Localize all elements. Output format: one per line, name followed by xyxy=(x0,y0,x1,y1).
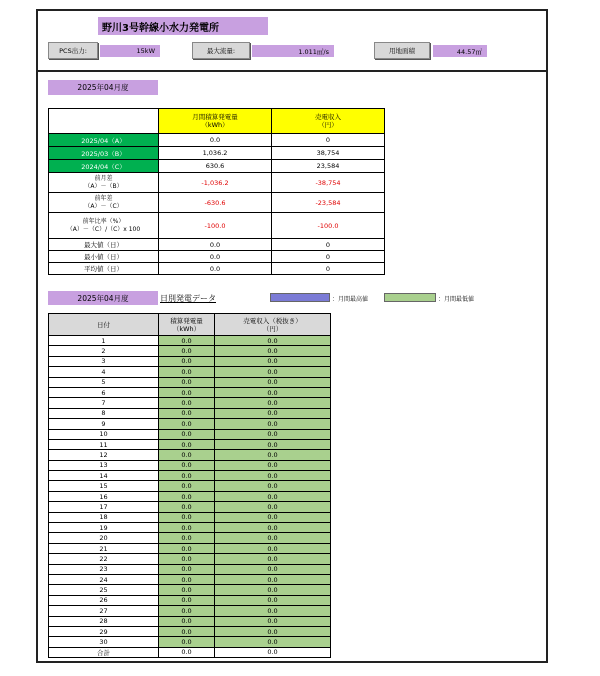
daily-row xyxy=(49,439,331,449)
daily-row-energy: 0.0 xyxy=(159,554,215,564)
legend-max-swatch xyxy=(270,293,330,302)
summary-row-energy: 0.0 xyxy=(159,239,272,251)
daily-row-revenue: 0.0 xyxy=(215,523,331,533)
daily-row xyxy=(49,429,331,439)
legend-min-label: ：月間最低値 xyxy=(438,295,475,303)
daily-row xyxy=(49,419,331,429)
summary-header-revenue: 売電収入 （円） xyxy=(272,109,385,134)
header-separator xyxy=(36,70,548,72)
daily-month-title: 2025年04月度 xyxy=(48,291,158,305)
daily-row xyxy=(49,595,331,605)
daily-header-row xyxy=(49,314,331,336)
daily-row xyxy=(49,512,331,522)
daily-row-revenue: 0.0 xyxy=(215,356,331,366)
daily-total-energy: 0.0 xyxy=(159,647,215,657)
daily-row-revenue: 0.0 xyxy=(215,543,331,553)
daily-row-revenue: 0.0 xyxy=(215,533,331,543)
daily-row xyxy=(49,408,331,418)
daily-row-energy: 0.0 xyxy=(159,429,215,439)
daily-row xyxy=(49,346,331,356)
daily-row-date: 14 xyxy=(49,471,159,481)
max-flow-button[interactable]: 最大流量: xyxy=(192,42,250,59)
land-area-value: 44.57㎡ xyxy=(433,45,487,57)
summary-row-revenue: -100.0 xyxy=(272,213,385,239)
summary-row xyxy=(49,239,385,251)
summary-row-energy: 1,036.2 xyxy=(159,147,272,160)
summary-row-label: 2025/04（A） xyxy=(49,134,159,147)
daily-row xyxy=(49,450,331,460)
summary-row xyxy=(49,173,385,193)
daily-row-energy: 0.0 xyxy=(159,356,215,366)
daily-total-revenue: 0.0 xyxy=(215,647,331,657)
daily-row-date: 30 xyxy=(49,637,159,647)
daily-row-energy: 0.0 xyxy=(159,585,215,595)
daily-total-row xyxy=(49,647,331,657)
daily-row-energy: 0.0 xyxy=(159,367,215,377)
daily-row-energy: 0.0 xyxy=(159,502,215,512)
max-flow-value: 1.011㎥/s xyxy=(252,45,334,57)
daily-row xyxy=(49,471,331,481)
daily-row-revenue: 0.0 xyxy=(215,450,331,460)
daily-row xyxy=(49,533,331,543)
daily-row-energy: 0.0 xyxy=(159,533,215,543)
daily-row-revenue: 0.0 xyxy=(215,419,331,429)
daily-row-revenue: 0.0 xyxy=(215,585,331,595)
summary-month-title: 2025年04月度 xyxy=(48,80,158,95)
summary-row xyxy=(49,213,385,239)
daily-row-revenue: 0.0 xyxy=(215,606,331,616)
daily-row xyxy=(49,585,331,595)
daily-row-energy: 0.0 xyxy=(159,523,215,533)
summary-row-revenue: -38,754 xyxy=(272,173,385,193)
daily-row xyxy=(49,523,331,533)
daily-row-date: 7 xyxy=(49,398,159,408)
daily-row-energy: 0.0 xyxy=(159,346,215,356)
daily-row xyxy=(49,387,331,397)
daily-row-revenue: 0.0 xyxy=(215,616,331,626)
daily-row xyxy=(49,543,331,553)
summary-row-revenue: 38,754 xyxy=(272,147,385,160)
daily-row-revenue: 0.0 xyxy=(215,460,331,470)
daily-row xyxy=(49,481,331,491)
daily-row xyxy=(49,616,331,626)
daily-row-date: 29 xyxy=(49,626,159,636)
summary-row-revenue: 0 xyxy=(272,251,385,263)
daily-row-energy: 0.0 xyxy=(159,595,215,605)
land-area-button[interactable]: 用地面積 xyxy=(374,42,430,59)
summary-row-label: 2025/03（B） xyxy=(49,147,159,160)
daily-row-date: 9 xyxy=(49,419,159,429)
daily-row-revenue: 0.0 xyxy=(215,408,331,418)
summary-row-revenue: 23,584 xyxy=(272,160,385,173)
summary-row-energy: -630.6 xyxy=(159,193,272,213)
daily-total-label: 合計 xyxy=(49,647,159,657)
daily-row-revenue: 0.0 xyxy=(215,387,331,397)
daily-row-revenue: 0.0 xyxy=(215,471,331,481)
daily-row-energy: 0.0 xyxy=(159,408,215,418)
daily-row-date: 10 xyxy=(49,429,159,439)
daily-row-revenue: 0.0 xyxy=(215,336,331,346)
legend-min-swatch xyxy=(384,293,436,302)
daily-row-energy: 0.0 xyxy=(159,637,215,647)
summary-table xyxy=(48,108,385,275)
daily-row-energy: 0.0 xyxy=(159,398,215,408)
summary-row xyxy=(49,134,385,147)
daily-row-revenue: 0.0 xyxy=(215,439,331,449)
summary-row-energy: 0.0 xyxy=(159,251,272,263)
daily-row-date: 26 xyxy=(49,595,159,605)
daily-row-date: 6 xyxy=(49,387,159,397)
summary-row-energy: 0.0 xyxy=(159,263,272,275)
daily-row-energy: 0.0 xyxy=(159,616,215,626)
daily-row-date: 24 xyxy=(49,574,159,584)
daily-row-revenue: 0.0 xyxy=(215,564,331,574)
daily-row xyxy=(49,491,331,501)
daily-row-energy: 0.0 xyxy=(159,419,215,429)
daily-row-date: 16 xyxy=(49,491,159,501)
daily-row-revenue: 0.0 xyxy=(215,502,331,512)
daily-row-energy: 0.0 xyxy=(159,626,215,636)
daily-row-energy: 0.0 xyxy=(159,574,215,584)
daily-row-revenue: 0.0 xyxy=(215,367,331,377)
daily-row-energy: 0.0 xyxy=(159,471,215,481)
summary-row-revenue: 0 xyxy=(272,134,385,147)
daily-row xyxy=(49,460,331,470)
daily-section-title: 日別発電データ xyxy=(160,293,216,303)
summary-row-energy: -100.0 xyxy=(159,213,272,239)
daily-row xyxy=(49,377,331,387)
daily-row-energy: 0.0 xyxy=(159,460,215,470)
daily-row xyxy=(49,554,331,564)
daily-row-revenue: 0.0 xyxy=(215,512,331,522)
daily-table xyxy=(48,313,331,658)
plant-name-title: 野川3号幹線小水力発電所 xyxy=(98,17,268,35)
daily-row-date: 12 xyxy=(49,450,159,460)
summary-header-blank xyxy=(49,109,159,134)
daily-row-revenue: 0.0 xyxy=(215,481,331,491)
daily-row-energy: 0.0 xyxy=(159,491,215,501)
daily-row-date: 13 xyxy=(49,460,159,470)
daily-row-revenue: 0.0 xyxy=(215,377,331,387)
daily-row-date: 2 xyxy=(49,346,159,356)
summary-row xyxy=(49,251,385,263)
daily-row xyxy=(49,336,331,346)
daily-row-revenue: 0.0 xyxy=(215,491,331,501)
pcs-output-value: 15kW xyxy=(100,45,160,57)
daily-row-energy: 0.0 xyxy=(159,606,215,616)
daily-row-energy: 0.0 xyxy=(159,450,215,460)
daily-row xyxy=(49,367,331,377)
daily-row-energy: 0.0 xyxy=(159,481,215,491)
daily-row-date: 8 xyxy=(49,408,159,418)
daily-row-date: 27 xyxy=(49,606,159,616)
daily-row-date: 20 xyxy=(49,533,159,543)
daily-row xyxy=(49,574,331,584)
daily-row xyxy=(49,564,331,574)
summary-row-label: 前年差 （A）－（C） xyxy=(49,193,159,213)
summary-header-energy: 月間積算発電量 （kWh） xyxy=(159,109,272,134)
summary-header-row xyxy=(49,109,385,134)
daily-row-revenue: 0.0 xyxy=(215,637,331,647)
summary-row-label: 2024/04（C） xyxy=(49,160,159,173)
daily-row xyxy=(49,626,331,636)
daily-row xyxy=(49,502,331,512)
summary-row-label: 最小値（日） xyxy=(49,251,159,263)
daily-row-date: 1 xyxy=(49,336,159,346)
summary-row xyxy=(49,160,385,173)
daily-row-revenue: 0.0 xyxy=(215,398,331,408)
daily-row-date: 18 xyxy=(49,512,159,522)
summary-row-label: 平均値（日） xyxy=(49,263,159,275)
daily-row-energy: 0.0 xyxy=(159,439,215,449)
daily-row-date: 3 xyxy=(49,356,159,366)
daily-row-date: 22 xyxy=(49,554,159,564)
pcs-output-button[interactable]: PCS出力: xyxy=(48,42,98,59)
summary-row-label: 最大値（日） xyxy=(49,239,159,251)
daily-row-revenue: 0.0 xyxy=(215,554,331,564)
daily-row-date: 23 xyxy=(49,564,159,574)
daily-header-revenue: 売電収入（税抜き） （円） xyxy=(215,314,331,336)
summary-row-revenue: -23,584 xyxy=(272,193,385,213)
daily-row-energy: 0.0 xyxy=(159,387,215,397)
summary-row-energy: 630.6 xyxy=(159,160,272,173)
daily-row-date: 11 xyxy=(49,439,159,449)
daily-row-energy: 0.0 xyxy=(159,564,215,574)
daily-row-date: 19 xyxy=(49,523,159,533)
daily-row-energy: 0.0 xyxy=(159,512,215,522)
summary-row-revenue: 0 xyxy=(272,263,385,275)
daily-row xyxy=(49,637,331,647)
daily-row-revenue: 0.0 xyxy=(215,429,331,439)
daily-row-date: 21 xyxy=(49,543,159,553)
daily-row-date: 4 xyxy=(49,367,159,377)
daily-row-energy: 0.0 xyxy=(159,543,215,553)
daily-row xyxy=(49,398,331,408)
daily-row-date: 28 xyxy=(49,616,159,626)
daily-header-energy: 積算発電量 （kWh） xyxy=(159,314,215,336)
summary-row xyxy=(49,263,385,275)
daily-row xyxy=(49,356,331,366)
daily-row-revenue: 0.0 xyxy=(215,574,331,584)
daily-row-date: 15 xyxy=(49,481,159,491)
summary-row-revenue: 0 xyxy=(272,239,385,251)
summary-row xyxy=(49,147,385,160)
daily-row-revenue: 0.0 xyxy=(215,346,331,356)
summary-row-label: 前月差 （A）－（B） xyxy=(49,173,159,193)
daily-header-date: 日付 xyxy=(49,314,159,336)
daily-row-revenue: 0.0 xyxy=(215,595,331,605)
daily-row-date: 5 xyxy=(49,377,159,387)
daily-row-date: 25 xyxy=(49,585,159,595)
daily-row-energy: 0.0 xyxy=(159,377,215,387)
daily-row-revenue: 0.0 xyxy=(215,626,331,636)
summary-row-energy: -1,036.2 xyxy=(159,173,272,193)
daily-row xyxy=(49,606,331,616)
legend-max-label: ：月間最高値 xyxy=(332,295,369,303)
daily-row-energy: 0.0 xyxy=(159,336,215,346)
summary-row xyxy=(49,193,385,213)
summary-row-label: 前年比率（%） （A）－（C）/（C）x 100 xyxy=(49,213,159,239)
summary-row-energy: 0.0 xyxy=(159,134,272,147)
daily-row-date: 17 xyxy=(49,502,159,512)
